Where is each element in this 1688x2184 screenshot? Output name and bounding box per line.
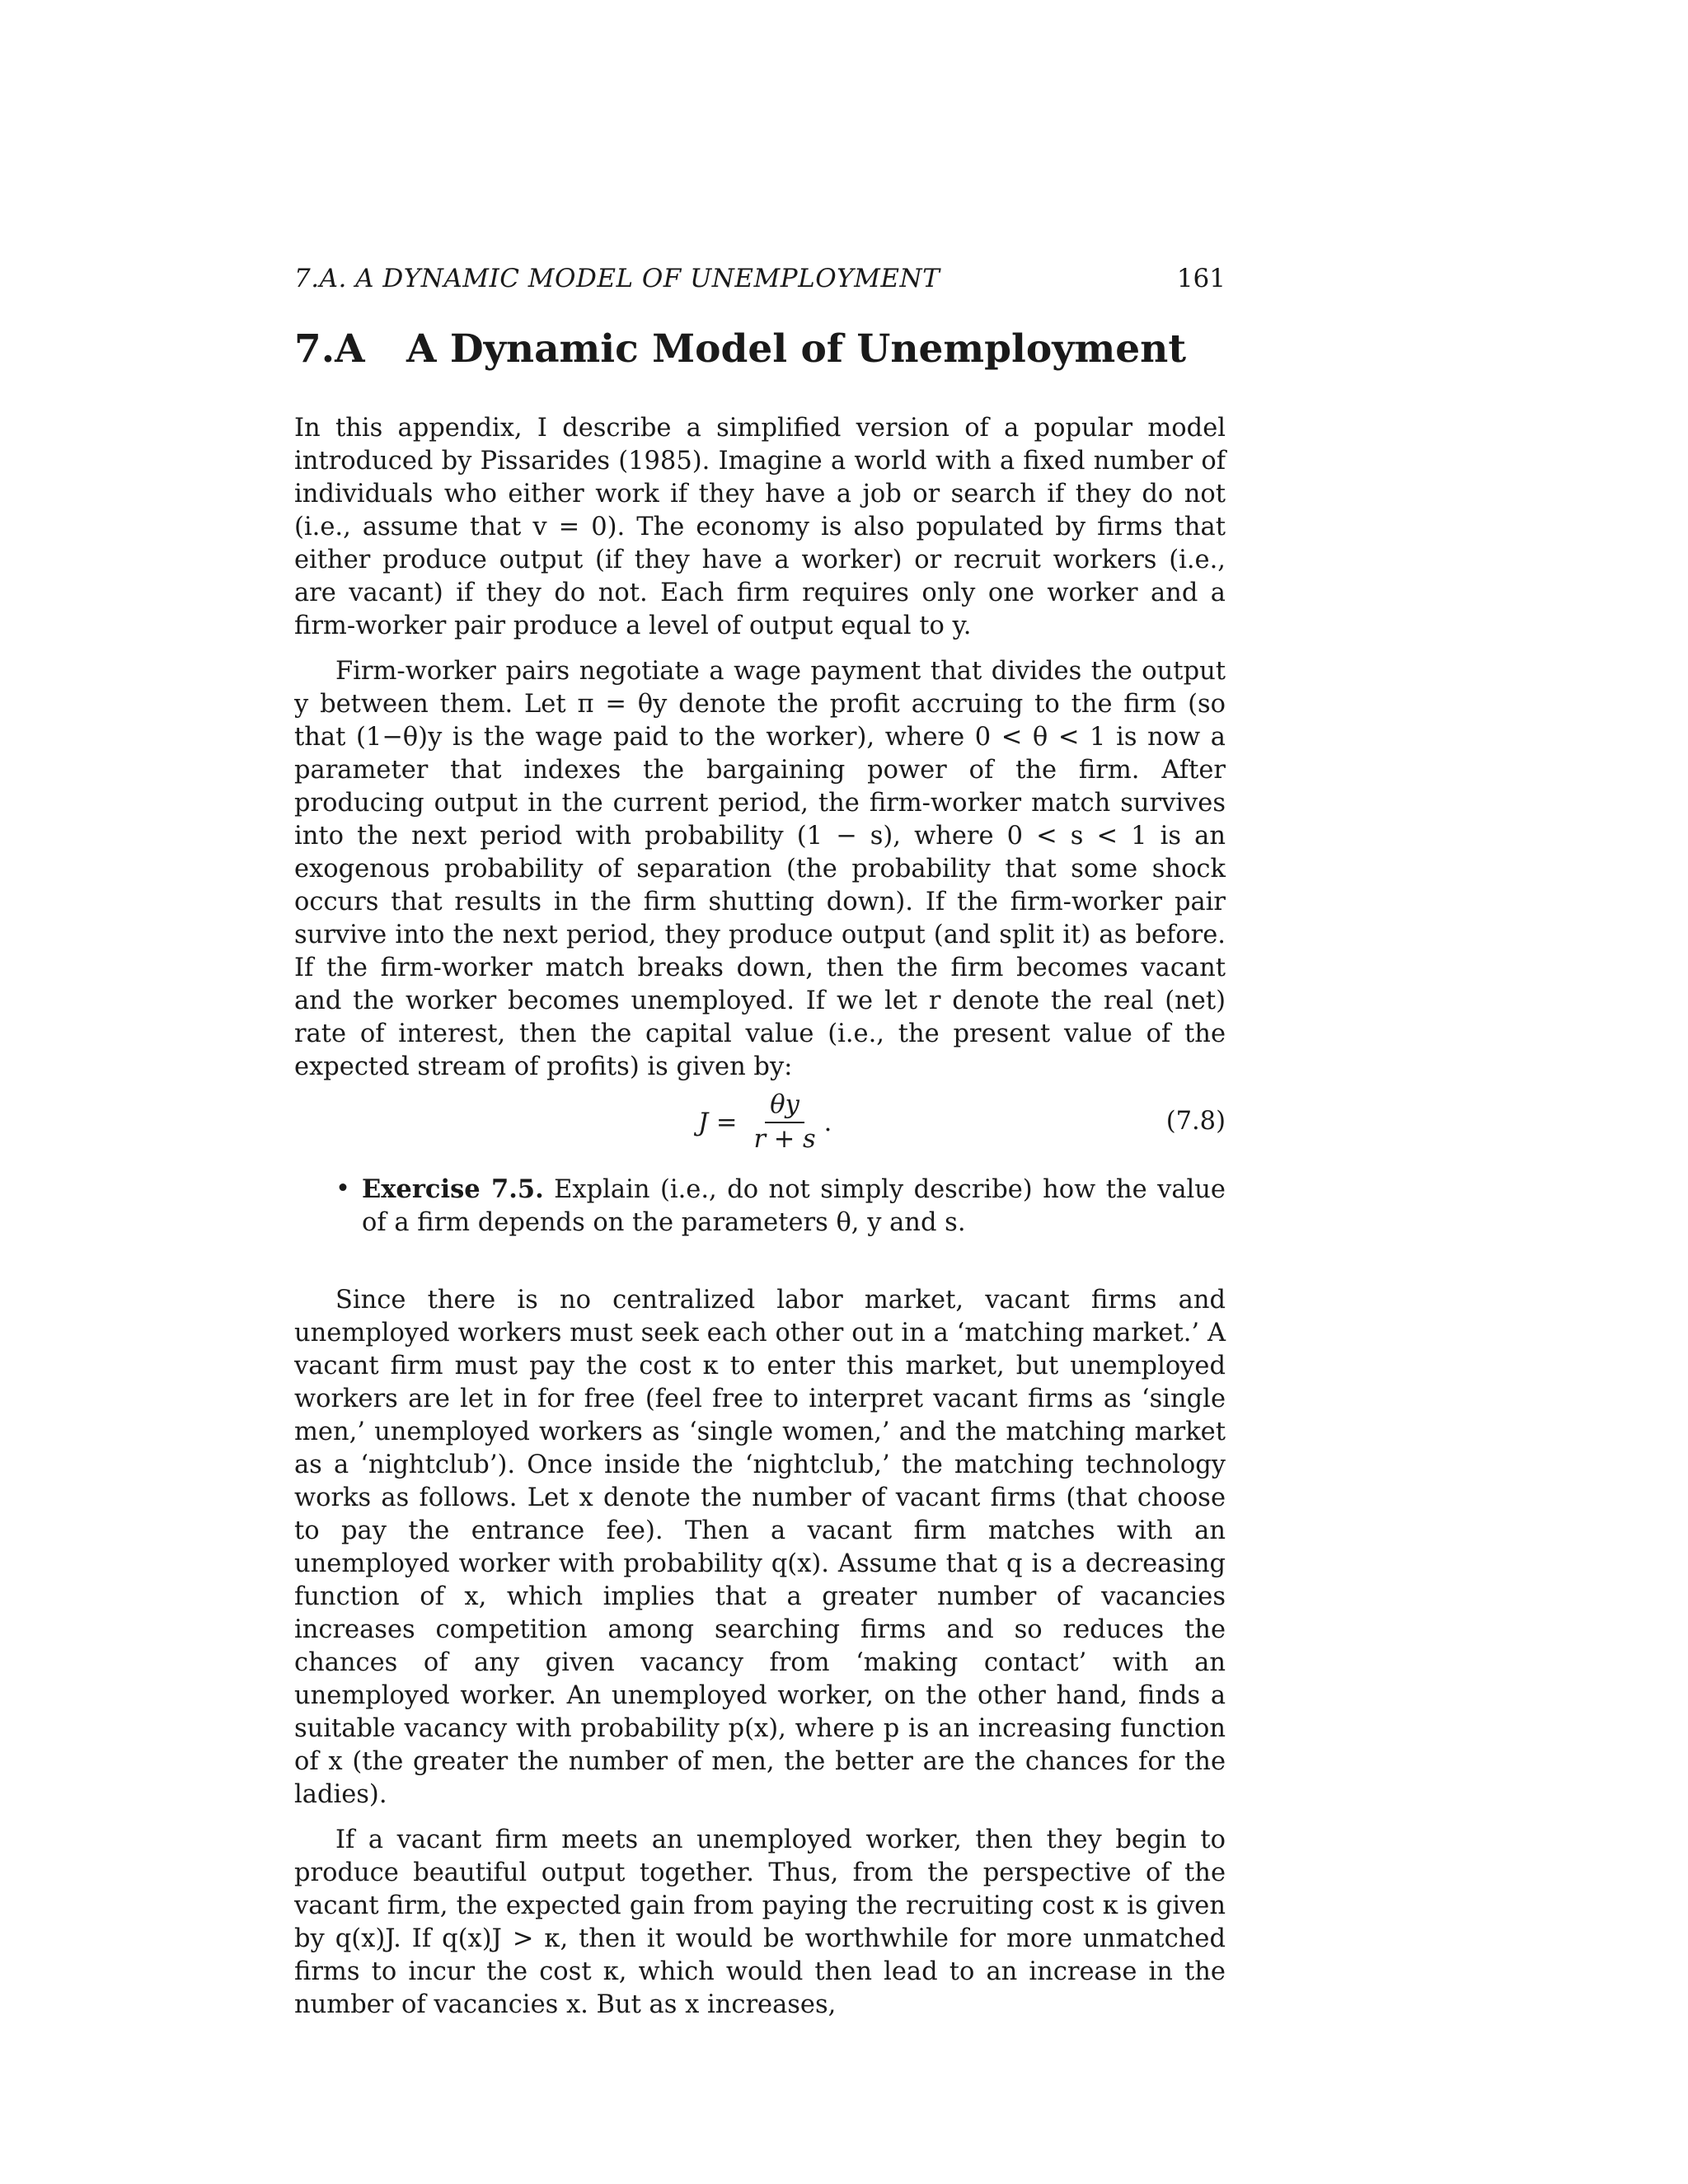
running-header [294, 262, 1226, 295]
equation-trailing: . [823, 1108, 832, 1137]
paragraph-4: If a vacant firm meets an unemployed worker, then they begin to produce beautiful output together. Thus, from the perspective of the vacant firm, the expected gain from paying the recruiting cost κ is given by q(x)J. If q(x)J > κ, then it would be worthwhile for more unmatched firms to incur the cost κ, which would then lead to an increase in the number of vacancies x. But as x increases, [294, 1825, 1226, 2019]
running-title: 7.A. A DYNAMIC MODEL OF UNEMPLOYMENT [294, 264, 940, 293]
equation-denominator: r + s [753, 1125, 816, 1154]
page-number: 161 [1176, 264, 1226, 293]
paragraph-3: Since there is no centralized labor market, vacant firms and unemployed workers must seek each other out in a ‘matching market.’ A vacant firm must pay the cost κ to enter this market, but unemployed workers are let in for free (feel free to interpret vacant firms as ‘single men,’ unemployed workers as ‘single women,’ and the matching market as a ‘nightclub’). Once inside the ‘nightclub,’ the matching technology works as follows. Let x denote the number of vacant firms (that choose to pay the entrance fee). Then a vacant firm matches with an unemployed worker with probability q(x). Assume that q is a decreasing function of x, which implies that a greater number of vacancies increases competition among searching firms and so reduces the chances of any given vacancy from ‘making contact’ with an unemployed worker. An unemployed worker, on the other hand, finds a suitable vacancy with probability p(x), where p is an increasing function of x (the greater the number of men, the better are the chances for the ladies). [294, 1286, 1226, 1809]
equation-number: (7.8) [1165, 1107, 1226, 1136]
bullet-icon: • [335, 1174, 350, 1203]
page-content [294, 262, 1226, 2022]
equation-body [698, 1089, 832, 1156]
equation-fraction [748, 1089, 820, 1156]
section-number: 7.A [294, 326, 365, 372]
exercise-item [294, 1173, 1226, 1240]
equation-lhs: J = [698, 1108, 738, 1137]
equation-7-8 [294, 1084, 1226, 1163]
section-title: A Dynamic Model of Unemployment [406, 326, 1187, 372]
exercise-text-block [362, 1173, 1226, 1240]
exercise-label: Exercise 7.5. [362, 1174, 544, 1204]
section-heading [294, 325, 1226, 374]
paragraph-2: Firm-worker pairs negotiate a wage payment that divides the output y between them. Let π = θy denote the profit accruing to the firm (so that (1−θ)y is the wage paid to the worker), where 0 < θ < 1 is now a parameter that indexes the bargaining power of the firm. After producing output in the current period, the firm-worker match survives into the next period with probability (1 − s), where 0 < s < 1 is an exogenous probability of separation (the probability that some shock occurs that results in the firm shutting down). If the firm-worker pair survive into the next period, they produce output (and split it) as before. If the firm-worker match breaks down, then the firm becomes vacant and the worker becomes unemployed. If we let r denote the real (net) rate of interest, then the capital value (i.e., the present value of the expected stream of profits) is given by: [294, 657, 1226, 1081]
exercise-text: Explain (i.e., do not simply describe) how the value of a firm depends on the parameters θ, y and s. [362, 1175, 1226, 1237]
equation-numerator: θy [765, 1089, 804, 1123]
paragraph-1: In this appendix, I describe a simplified version of a popular model introduced by Pissarides (1985). Imagine a world with a fixed number of individuals who either work if they have a job or search if they do not (i.e., assume that v = 0). The economy is also populated by firms that either produce output (if they have a worker) or recruit workers (i.e., are vacant) if they do not. Each firm requires only one worker and a firm-worker pair produce a level of output equal to y. [294, 414, 1226, 640]
